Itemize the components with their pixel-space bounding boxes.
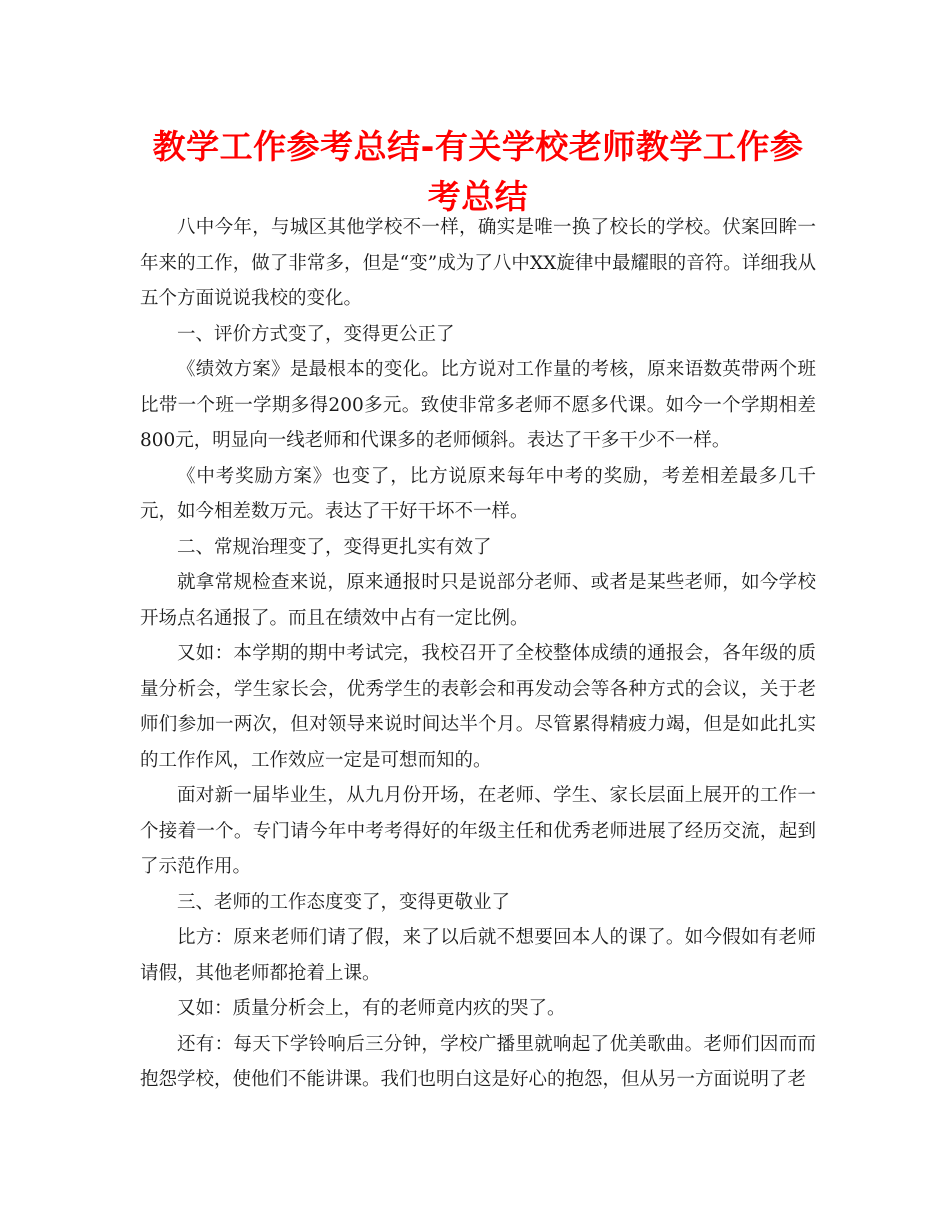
document-title: 教学工作参考总结-有关学校老师教学工作参考总结 <box>152 127 804 216</box>
paragraph: 又如：本学期的期中考试完，我校召开了全校整体成绩的通报会，各年级的质量分析会，学生家长会，优秀学生的表彰会和再发动会等各种方式的会议，关于老师们参加一两次，但对领导来说时间达半个月。尽管累得精疲力竭，但是如此扎实的工作作风，工作效应一定是可想而知的。 <box>140 643 816 771</box>
document-body <box>140 210 816 1098</box>
paragraph: 《中考奖励方案》也变了，比方说原来每年中考的奖励，考差相差最多几千元，如今相差数万元。表达了干好干坏不一样。 <box>140 465 816 522</box>
paragraph: 比方：原来老师们请了假，来了以后就不想要回本人的课了。如今假如有老师请假，其他老师都抢着上课。 <box>140 927 816 984</box>
paragraph: 八中今年，与城区其他学校不一样，确实是唯一换了校长的学校。伏案回眸一年来的工作，做了非常多，但是“变”成为了八中XX旋律中最耀眼的音符。详细我从五个方面说说我校的变化。 <box>140 217 816 309</box>
paragraph: 就拿常规检查来说，原来通报时只是说部分老师、或者是某些老师，如今学校开场点名通报了。而且在绩效中占有一定比例。 <box>140 572 816 629</box>
paragraph: 还有：每天下学铃响后三分钟，学校广播里就响起了优美歌曲。老师们因而而抱怨学校，使他们不能讲课。我们也明白这是好心的抱怨，但从另一方面说明了老 <box>140 1033 816 1090</box>
section-heading: 一、评价方式变了，变得更公正了 <box>177 323 455 345</box>
section-heading: 三、老师的工作态度变了，变得更敬业了 <box>177 891 511 913</box>
paragraph: 又如：质量分析会上，有的老师竟内疚的哭了。 <box>177 998 566 1019</box>
section-heading: 二、常规治理变了，变得更扎实有效了 <box>177 536 492 558</box>
paragraph: 面对新一届毕业生，从九月份开场，在老师、学生、家长层面上展开的工作一个接着一个。专门请今年中考考得好的年级主任和优秀老师进展了经历交流，起到了示范作用。 <box>140 785 816 877</box>
paragraph: 《绩效方案》是最根本的变化。比方说对工作量的考核，原来语数英带两个班比带一个班一学期多得200多元。致使非常多老师不愿多代课。如今一个学期相差800元，明显向一线老师和代课多的老师倾斜。表达了干多干少不一样。 <box>140 359 816 451</box>
